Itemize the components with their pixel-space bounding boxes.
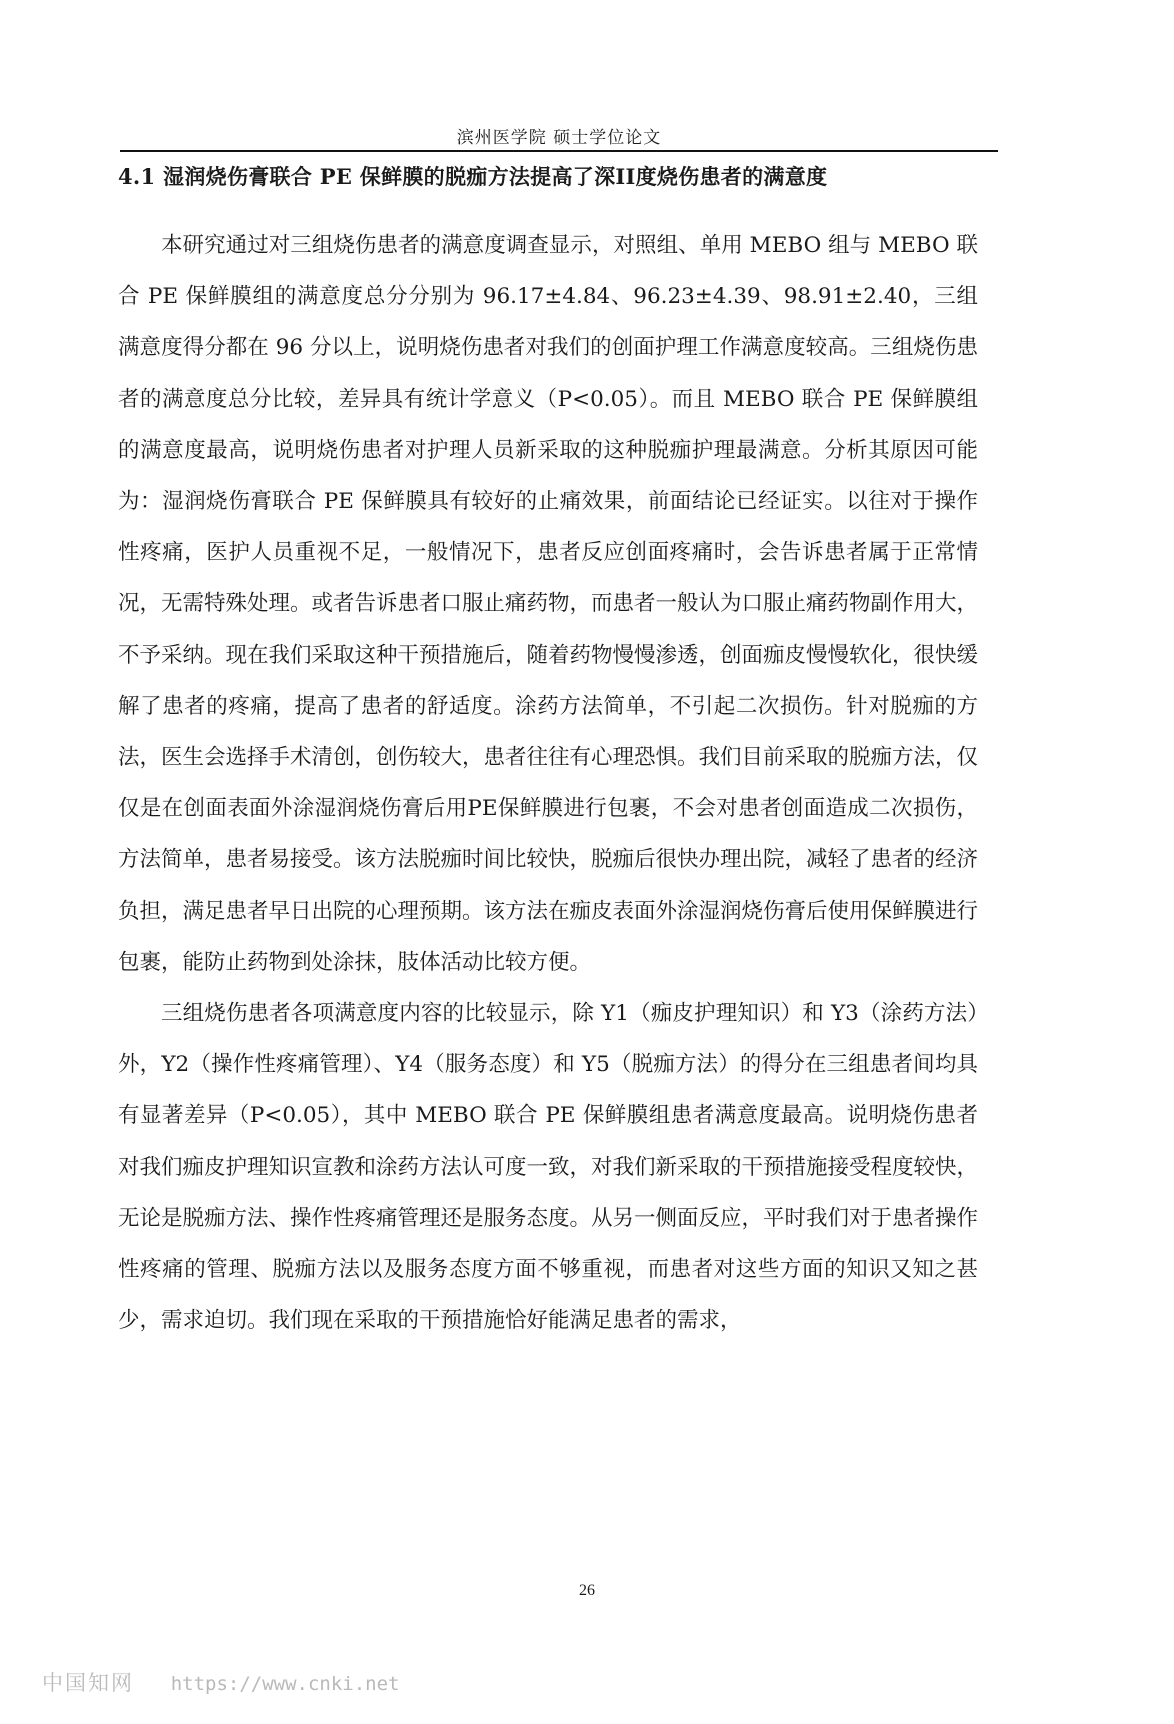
page-number: 26 [579,1582,595,1599]
paragraph: 三组烧伤患者各项满意度内容的比较显示，除 Y1（痂皮护理知识）和 Y3（涂药方法）外，Y2（操作性疼痛管理）、Y4（服务态度）和 Y5（脱痂方法）的得分在三组患者间均具有显著差异（P<0.05），其中 MEBO 联合 PE 保鲜膜组患者满意度最高。说明烧伤患者对我们痂皮护理知识宣教和涂药方法认可度一致，对我们新采取的干预措施接受程度较快，无论是脱痂方法、操作性疼痛管理还是服务态度。从另一侧面反应，平时我们对于患者操作性疼痛的管理、脱痂方法以及服务态度方面不够重视，而患者对这些方面的知识又知之甚少，需求迫切。我们现在采取的干预措施恰好能满足患者的需求， [118,1001,979,1334]
paragraph: 本研究通过对三组烧伤患者的满意度调查显示，对照组、单用 MEBO 组与 MEBO 联合 PE 保鲜膜组的满意度总分分别为 96.17±4.84、96.23±4.39、98.91±2.40，三组满意度得分都在 96 分以上，说明烧伤患者对我们的创面护理工作满意度较高。三组烧伤患者的满意度总分比较，差异具有统计学意义（P<0.05）。而且 MEBO 联合 PE 保鲜膜组的满意度最高，说明烧伤患者对护理人员新采取的这种脱痂护理最满意。分析其原因可能为：湿润烧伤膏联合 PE 保鲜膜具有较好的止痛效果，前面结论已经证实。以往对于操作性疼痛，医护人员重视不足，一般情况下，患者反应创面疼痛时，会告诉患者属于正常情况，无需特殊处理。或者告诉患者口服止痛药物，而患者一般认为口服止痛药物副作用大，不予采纳。现在我们采取这种干预措施后，随着药物慢慢渗透，创面痂皮慢慢软化，很快缓解了患者的疼痛，提高了患者的舒适度。涂药方法简单，不引起二次损伤。针对脱痂的方法，医生会选择手术清创，创伤较大，患者往往有心理恐惧。我们目前采取的脱痂方法，仅仅是在创面表面外涂湿润烧伤膏后用PE保鲜膜进行包裹，不会对患者创面造成二次损伤，方法简单，患者易接受。该方法脱痂时间比较快，脱痂后很快办理出院，减轻了患者的经济负担，满足患者早日出院的心理预期。该方法在痂皮表面外涂湿润烧伤膏后使用保鲜膜进行包裹，能防止药物到处涂抹，肢体活动比较方便。 [118,233,979,975]
running-header: 滨州医学院 硕士学位论文 [456,128,662,148]
watermark [42,1667,399,1697]
watermark-logo: 中国知网 [42,1671,134,1695]
watermark-url: https://www.cnki.net [170,1673,400,1695]
header-rule [120,150,998,152]
body-text [118,220,978,1346]
section-heading: 4.1 湿润烧伤膏联合 PE 保鲜膜的脱痂方法提高了深II度烧伤患者的满意度 [118,164,828,189]
